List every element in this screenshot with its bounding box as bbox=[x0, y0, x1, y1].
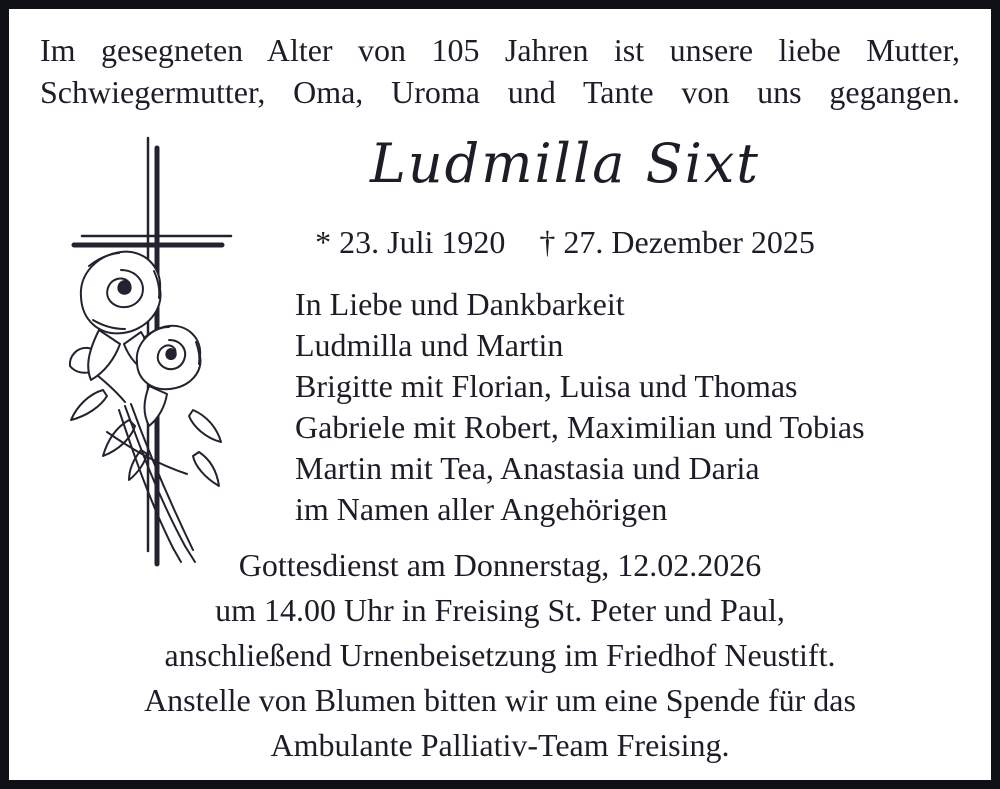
family-line: Martin mit Tea, Anastasia und Daria bbox=[295, 450, 760, 486]
birth-date: * 23. Juli 1920 bbox=[315, 224, 506, 260]
life-dates bbox=[175, 222, 955, 262]
leaf bbox=[189, 410, 221, 442]
family-names-block bbox=[295, 284, 865, 530]
service-info-block bbox=[23, 543, 977, 768]
service-line: Anstelle von Blumen bitten wir um eine Spende für das bbox=[144, 682, 856, 718]
stems bbox=[131, 404, 193, 550]
intro-line-2: Schwiegermutter, Oma, Uroma und Tante von uns gegangen. bbox=[40, 74, 960, 110]
service-line: Ambulante Palliativ-Team Freising. bbox=[270, 727, 730, 763]
service-line: Gottesdienst am Donnerstag, 12.02.2026 bbox=[238, 547, 762, 583]
leaf bbox=[103, 420, 135, 456]
family-line: Ludmilla und Martin bbox=[295, 327, 564, 363]
intro-text bbox=[40, 29, 960, 113]
family-line: Gabriele mit Robert, Maximilian und Tobias bbox=[295, 409, 865, 445]
deceased-name: Ludmilla Sixt bbox=[370, 132, 760, 195]
family-line: Brigitte mit Florian, Luisa und Thomas bbox=[295, 368, 798, 404]
leaf bbox=[71, 390, 107, 420]
family-line: In Liebe und Dankbarkeit bbox=[295, 286, 625, 322]
leaf bbox=[193, 452, 219, 486]
family-line: im Namen aller Angehörigen bbox=[295, 491, 668, 527]
death-date: † 27. Dezember 2025 bbox=[539, 224, 815, 260]
intro-line-1: Im gesegneten Alter von 105 Jahren ist unsere liebe Mutter, bbox=[40, 32, 960, 68]
service-line: anschließend Urnenbeisetzung im Friedhof Neustift. bbox=[164, 637, 836, 673]
service-line: um 14.00 Uhr in Freising St. Peter und Paul, bbox=[215, 592, 785, 628]
